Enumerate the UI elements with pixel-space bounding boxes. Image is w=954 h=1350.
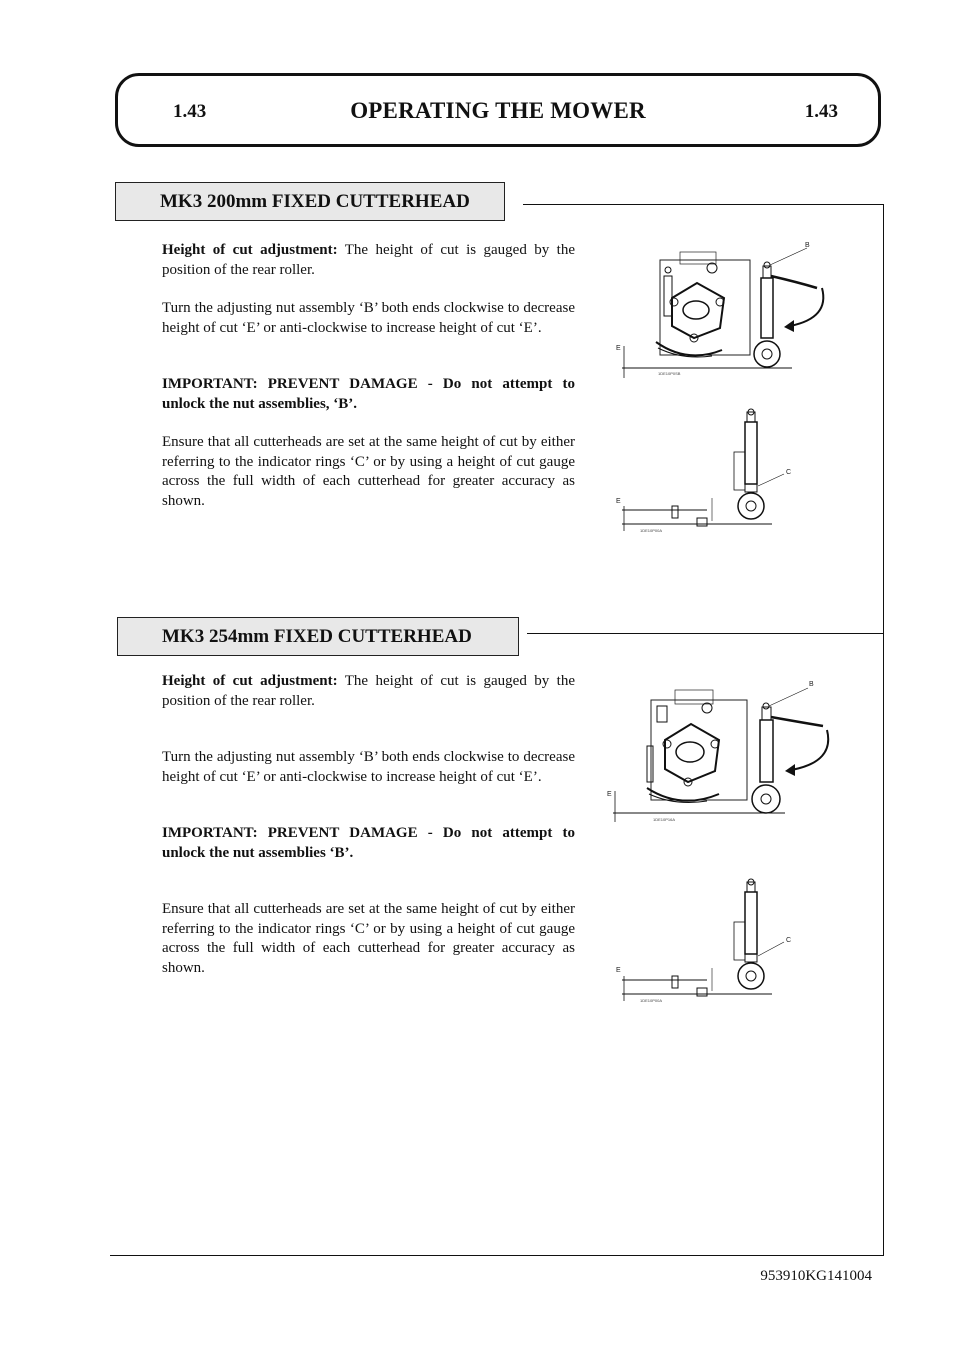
section2-fig1-label-b: B xyxy=(809,681,814,688)
section1-para-hoc xyxy=(162,241,575,280)
section2-figure-side-view xyxy=(603,676,838,826)
section2-fig2-label-c: C xyxy=(786,937,792,944)
section2-fig1-ref: 1DE10P16A xyxy=(653,817,676,822)
section1-fig1-label-e: E xyxy=(616,345,621,352)
bottom-rule xyxy=(110,1255,884,1256)
section2-para-adjust: Turn the adjusting nut assembly ‘B’ both ends clockwise to decrease height of cut ‘E’ or anti-clockwise to increase height of cut ‘E’. xyxy=(162,749,575,785)
section2-figure-gauge xyxy=(612,876,832,1016)
section1-para-hoc-body: The height of cut is gauged by the position of the rear roller. xyxy=(162,242,575,278)
section-number-left: 1.43 xyxy=(173,101,207,122)
section1-figure-gauge xyxy=(612,406,832,546)
section2-para-hoc-body: The height of cut is gauged by the position of the rear roller. xyxy=(162,673,575,709)
section2-fig2-ref: 1DE10P00A xyxy=(640,998,663,1003)
section2-para-hoc xyxy=(162,672,575,711)
section1-fig2-label-c: C xyxy=(786,469,792,476)
page-header xyxy=(115,73,881,147)
section1-top-rule xyxy=(523,204,884,205)
section1-para-adjust: Turn the adjusting nut assembly ‘B’ both ends clockwise to decrease height of cut ‘E’ or anti-clockwise to increase height of cut ‘E’. xyxy=(162,300,575,336)
section2-para-hoc-label: Height of cut adjustment: xyxy=(162,673,338,689)
section2-para-ensure: Ensure that all cutterheads are set at the same height of cut by either referring to the indicator rings ‘C’ or by using a height of cut gauge across the full width of each cutterhead for greater accuracy as shown. xyxy=(162,901,575,976)
section2-fig2-label-e: E xyxy=(616,967,621,974)
section2-top-rule xyxy=(527,633,884,634)
section2-fig1-label-e: E xyxy=(607,791,612,798)
section1-para-ensure: Ensure that all cutterheads are set at the same height of cut by either referring to the indicator rings ‘C’ or by using a height of cut gauge across the full width of each cutterhead for greater accuracy as shown. xyxy=(162,434,575,509)
section1-fig2-label-e: E xyxy=(616,498,621,505)
section1-text xyxy=(162,241,575,511)
section2-warning: IMPORTANT: PREVENT DAMAGE - Do not attempt to unlock the nut assemblies ‘B’. xyxy=(162,825,575,861)
section2-text xyxy=(162,672,575,978)
section1-para-hoc-label: Height of cut adjustment: xyxy=(162,242,338,258)
document-code: 953910KG141004 xyxy=(760,1268,872,1284)
section1-fig1-ref: 1DE10P0SB xyxy=(658,371,681,376)
page-title: OPERATING THE MOWER xyxy=(350,98,646,123)
section1-fig1-label-b: B xyxy=(805,242,810,249)
right-frame-line xyxy=(883,204,884,1256)
section1-heading: MK3 200mm FIXED CUTTERHEAD xyxy=(115,182,505,221)
section-number-right: 1.43 xyxy=(804,101,838,122)
section1-warning: IMPORTANT: PREVENT DAMAGE - Do not attempt to unlock the nut assemblies, ‘B’. xyxy=(162,376,575,412)
section1-figure-side-view xyxy=(612,238,832,383)
section1-fig2-ref: 1DE10P00A xyxy=(640,528,663,533)
section2-heading: MK3 254mm FIXED CUTTERHEAD xyxy=(117,617,519,656)
